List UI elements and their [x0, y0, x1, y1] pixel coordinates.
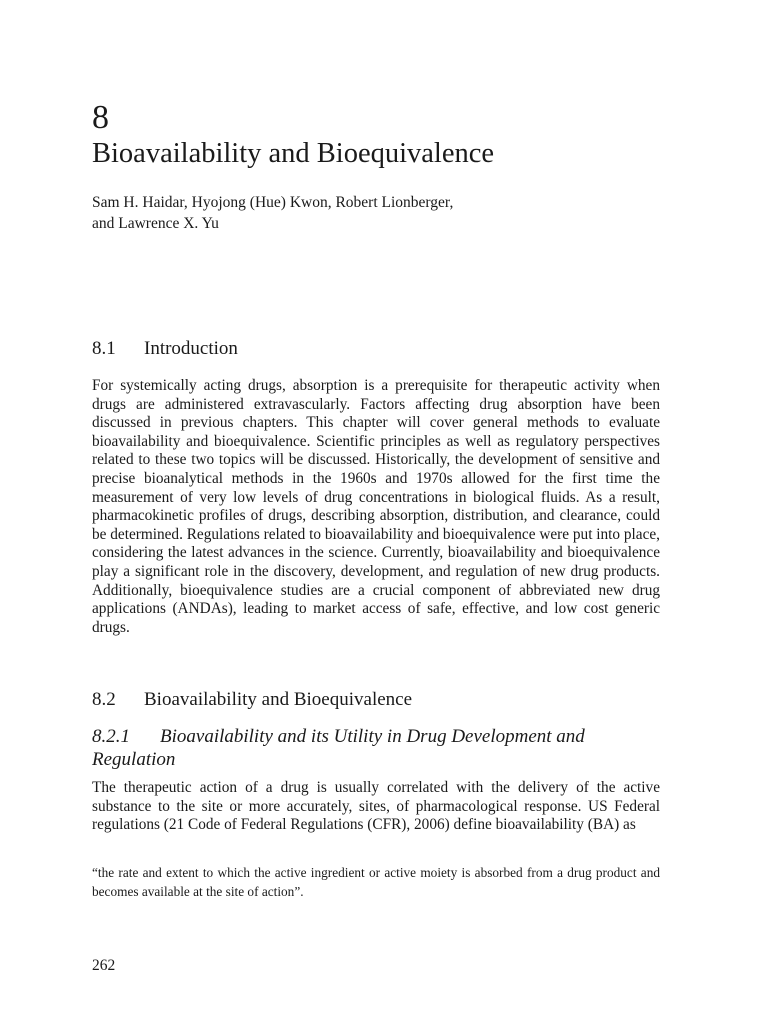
section-number: 8.2 — [92, 689, 116, 710]
section-number: 8.1 — [92, 338, 116, 359]
subsection-title: Bioavailability and its Utility in Drug Development and Regulation — [92, 726, 585, 770]
section-title: Introduction — [144, 338, 238, 359]
subsection-number: 8.2.1 — [92, 726, 130, 747]
authors-line-2: and Lawrence X. Yu — [92, 215, 219, 232]
subsection-heading-bioavailability-utility — [92, 725, 660, 771]
section-title: Bioavailability and Bioequivalence — [144, 689, 413, 710]
authors-line-1: Sam H. Haidar, Hyojong (Hue) Kwon, Robert Lionberger, — [92, 194, 454, 211]
book-page — [92, 0, 660, 1024]
section-heading-introduction — [92, 337, 238, 361]
section-heading-bioavailability — [92, 688, 412, 712]
cfr-definition-quote: “the rate and extent to which the active ingredient or active moiety is absorbed from a drug product and becomes available at the site of action”. — [92, 865, 660, 899]
page-number: 262 — [92, 957, 116, 974]
bioavailability-paragraph: The therapeutic action of a drug is usually correlated with the delivery of the active substance to the site or more accurately, sites, of pharmacological response. US Federal regulations (21 Code of Federal Regulations (CFR), 2006) define bioavailability (BA) as — [92, 779, 660, 834]
introduction-paragraph: For systemically acting drugs, absorption is a prerequisite for therapeutic activity when drugs are administered extravascularly. Factors affecting drug absorption have been discussed in previous chapters. This chapter will cover general methods to evaluate bioavailability and bioequivalence. Scientific principles as well as regulatory perspectives related to these two topics will be discussed. Historically, the development of sensitive and precise bioanalytical methods in the 1960s and 1970s allowed for the first time the measurement of very low levels of drug concentrations in biological fluids. As a result, pharmacokinetic profiles of drugs, describing absorption, distribution, and clearance, could be determined. Regulations related to bioavailability and bioequivalence were put into place, considering the latest advances in the science. Currently, bioavailability and bioequivalence play a significant role in the discovery, development, and regulation of new drug products. Additionally, bioequivalence studies are a crucial component of abbreviated new drug applications (ANDAs), leading to market access of safe, effective, and low cost generic drugs. — [92, 377, 660, 636]
chapter-authors — [92, 192, 660, 234]
chapter-title: Bioavailability and Bioequivalence — [92, 138, 495, 169]
chapter-number: 8 — [92, 99, 109, 136]
